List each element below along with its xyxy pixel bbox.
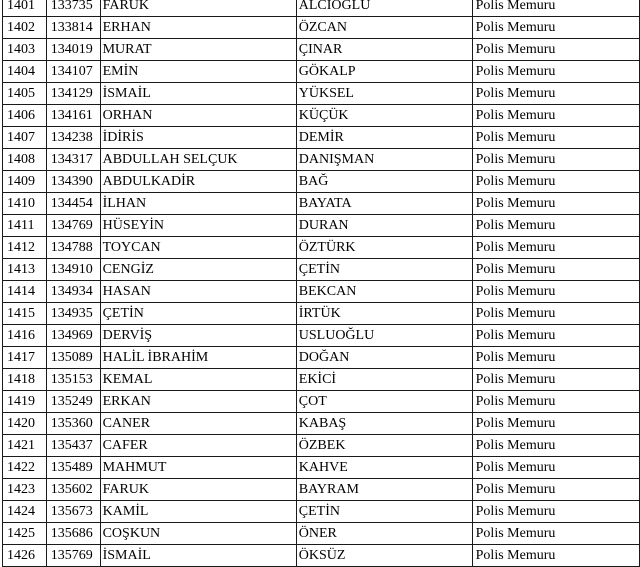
last-name-cell: DANIŞMAN: [296, 149, 472, 171]
table-row: [3, 435, 640, 457]
first-name-cell: KAMİL: [100, 501, 296, 523]
position-title-cell: Polis Memuru: [472, 435, 639, 457]
table-row: [3, 83, 640, 105]
row-number-cell: 1415: [3, 303, 47, 325]
table-row: [3, 545, 640, 567]
table-row: [3, 149, 640, 171]
registry-number-cell: 134390: [46, 171, 100, 193]
table-row: [3, 105, 640, 127]
position-title-cell: Polis Memuru: [472, 171, 639, 193]
last-name-cell: ÖZBEK: [296, 435, 472, 457]
first-name-cell: İLHAN: [100, 193, 296, 215]
table-row: [3, 39, 640, 61]
table-row: [3, 523, 640, 545]
row-number-cell: 1419: [3, 391, 47, 413]
last-name-cell: YÜKSEL: [296, 83, 472, 105]
row-number-cell: 1409: [3, 171, 47, 193]
last-name-cell: ALCIOGLU: [296, 0, 472, 17]
first-name-cell: İDİRİS: [100, 127, 296, 149]
first-name-cell: İSMAİL: [100, 83, 296, 105]
first-name-cell: ORHAN: [100, 105, 296, 127]
position-title-cell: Polis Memuru: [472, 127, 639, 149]
first-name-cell: ABDULLAH SELÇUK: [100, 149, 296, 171]
position-title-cell: Polis Memuru: [472, 391, 639, 413]
table-row: [3, 325, 640, 347]
registry-number-cell: 134934: [46, 281, 100, 303]
registry-number-cell: 134454: [46, 193, 100, 215]
row-number-cell: 1425: [3, 523, 47, 545]
table-row: [3, 369, 640, 391]
row-number-cell: 1413: [3, 259, 47, 281]
last-name-cell: ÖKSÜZ: [296, 545, 472, 567]
row-number-cell: 1422: [3, 457, 47, 479]
registry-number-cell: 134107: [46, 61, 100, 83]
row-number-cell: 1424: [3, 501, 47, 523]
row-number-cell: 1412: [3, 237, 47, 259]
position-title-cell: Polis Memuru: [472, 83, 639, 105]
table-row: [3, 17, 640, 39]
registry-number-cell: 135089: [46, 347, 100, 369]
first-name-cell: KEMAL: [100, 369, 296, 391]
table-row: [3, 391, 640, 413]
row-number-cell: 1411: [3, 215, 47, 237]
registry-number-cell: 134788: [46, 237, 100, 259]
last-name-cell: DURAN: [296, 215, 472, 237]
last-name-cell: BAĞ: [296, 171, 472, 193]
row-number-cell: 1418: [3, 369, 47, 391]
position-title-cell: Polis Memuru: [472, 523, 639, 545]
position-title-cell: Polis Memuru: [472, 369, 639, 391]
last-name-cell: BAYATA: [296, 193, 472, 215]
row-number-cell: 1417: [3, 347, 47, 369]
row-number-cell: 1406: [3, 105, 47, 127]
position-title-cell: Polis Memuru: [472, 413, 639, 435]
registry-number-cell: 135437: [46, 435, 100, 457]
last-name-cell: ÖNER: [296, 523, 472, 545]
last-name-cell: DOĞAN: [296, 347, 472, 369]
row-number-cell: 1404: [3, 61, 47, 83]
position-title-cell: Polis Memuru: [472, 61, 639, 83]
last-name-cell: DEMİR: [296, 127, 472, 149]
position-title-cell: Polis Memuru: [472, 457, 639, 479]
last-name-cell: KABAŞ: [296, 413, 472, 435]
table-row: [3, 259, 640, 281]
registry-number-cell: 134317: [46, 149, 100, 171]
position-title-cell: Polis Memuru: [472, 479, 639, 501]
last-name-cell: ÖZCAN: [296, 17, 472, 39]
first-name-cell: ABDULKADİR: [100, 171, 296, 193]
position-title-cell: Polis Memuru: [472, 281, 639, 303]
registry-number-cell: 134161: [46, 105, 100, 127]
table-row: [3, 193, 640, 215]
last-name-cell: KÜÇÜK: [296, 105, 472, 127]
personnel-table-body: [3, 0, 640, 567]
first-name-cell: HASAN: [100, 281, 296, 303]
table-row: [3, 171, 640, 193]
first-name-cell: ERKAN: [100, 391, 296, 413]
last-name-cell: EKİCİ: [296, 369, 472, 391]
last-name-cell: GÖKALP: [296, 61, 472, 83]
first-name-cell: COŞKUN: [100, 523, 296, 545]
table-row: [3, 479, 640, 501]
registry-number-cell: 135602: [46, 479, 100, 501]
personnel-table: [2, 0, 640, 567]
first-name-cell: EMİN: [100, 61, 296, 83]
last-name-cell: ÇETİN: [296, 501, 472, 523]
last-name-cell: ÖZTÜRK: [296, 237, 472, 259]
position-title-cell: Polis Memuru: [472, 193, 639, 215]
first-name-cell: CENGİZ: [100, 259, 296, 281]
table-row: [3, 413, 640, 435]
last-name-cell: BAYRAM: [296, 479, 472, 501]
table-row: [3, 303, 640, 325]
last-name-cell: ÇINAR: [296, 39, 472, 61]
row-number-cell: 1403: [3, 39, 47, 61]
position-title-cell: Polis Memuru: [472, 325, 639, 347]
row-number-cell: 1401: [3, 0, 47, 17]
row-number-cell: 1420: [3, 413, 47, 435]
position-title-cell: Polis Memuru: [472, 0, 639, 17]
registry-number-cell: 135769: [46, 545, 100, 567]
first-name-cell: MAHMUT: [100, 457, 296, 479]
row-number-cell: 1407: [3, 127, 47, 149]
last-name-cell: İRTÜK: [296, 303, 472, 325]
first-name-cell: İSMAİL: [100, 545, 296, 567]
registry-number-cell: 134019: [46, 39, 100, 61]
table-row: [3, 0, 640, 17]
registry-number-cell: 134935: [46, 303, 100, 325]
position-title-cell: Polis Memuru: [472, 501, 639, 523]
first-name-cell: HÜSEYİN: [100, 215, 296, 237]
table-row: [3, 61, 640, 83]
row-number-cell: 1421: [3, 435, 47, 457]
row-number-cell: 1423: [3, 479, 47, 501]
row-number-cell: 1408: [3, 149, 47, 171]
table-row: [3, 347, 640, 369]
last-name-cell: ÇETİN: [296, 259, 472, 281]
first-name-cell: MURAT: [100, 39, 296, 61]
first-name-cell: FARUK: [100, 0, 296, 17]
last-name-cell: ÇOT: [296, 391, 472, 413]
position-title-cell: Polis Memuru: [472, 149, 639, 171]
registry-number-cell: 135153: [46, 369, 100, 391]
registry-number-cell: 135360: [46, 413, 100, 435]
registry-number-cell: 135686: [46, 523, 100, 545]
registry-number-cell: 134238: [46, 127, 100, 149]
registry-number-cell: 135489: [46, 457, 100, 479]
row-number-cell: 1405: [3, 83, 47, 105]
table-row: [3, 281, 640, 303]
table-row: [3, 127, 640, 149]
last-name-cell: USLUOĞLU: [296, 325, 472, 347]
first-name-cell: CANER: [100, 413, 296, 435]
position-title-cell: Polis Memuru: [472, 215, 639, 237]
row-number-cell: 1414: [3, 281, 47, 303]
position-title-cell: Polis Memuru: [472, 17, 639, 39]
position-title-cell: Polis Memuru: [472, 303, 639, 325]
first-name-cell: CAFER: [100, 435, 296, 457]
row-number-cell: 1426: [3, 545, 47, 567]
registry-number-cell: 135673: [46, 501, 100, 523]
position-title-cell: Polis Memuru: [472, 105, 639, 127]
registry-number-cell: 135249: [46, 391, 100, 413]
table-row: [3, 457, 640, 479]
position-title-cell: Polis Memuru: [472, 545, 639, 567]
registry-number-cell: 134969: [46, 325, 100, 347]
position-title-cell: Polis Memuru: [472, 237, 639, 259]
table-row: [3, 237, 640, 259]
first-name-cell: DERVİŞ: [100, 325, 296, 347]
first-name-cell: FARUK: [100, 479, 296, 501]
table-row: [3, 215, 640, 237]
first-name-cell: ERHAN: [100, 17, 296, 39]
row-number-cell: 1416: [3, 325, 47, 347]
row-number-cell: 1410: [3, 193, 47, 215]
registry-number-cell: 134769: [46, 215, 100, 237]
registry-number-cell: 133814: [46, 17, 100, 39]
table-row: [3, 501, 640, 523]
position-title-cell: Polis Memuru: [472, 259, 639, 281]
first-name-cell: HALİL İBRAHİM: [100, 347, 296, 369]
registry-number-cell: 134129: [46, 83, 100, 105]
first-name-cell: TOYCAN: [100, 237, 296, 259]
registry-number-cell: 133735: [46, 0, 100, 17]
last-name-cell: KAHVE: [296, 457, 472, 479]
first-name-cell: ÇETİN: [100, 303, 296, 325]
position-title-cell: Polis Memuru: [472, 39, 639, 61]
position-title-cell: Polis Memuru: [472, 347, 639, 369]
row-number-cell: 1402: [3, 17, 47, 39]
last-name-cell: BEKCAN: [296, 281, 472, 303]
registry-number-cell: 134910: [46, 259, 100, 281]
